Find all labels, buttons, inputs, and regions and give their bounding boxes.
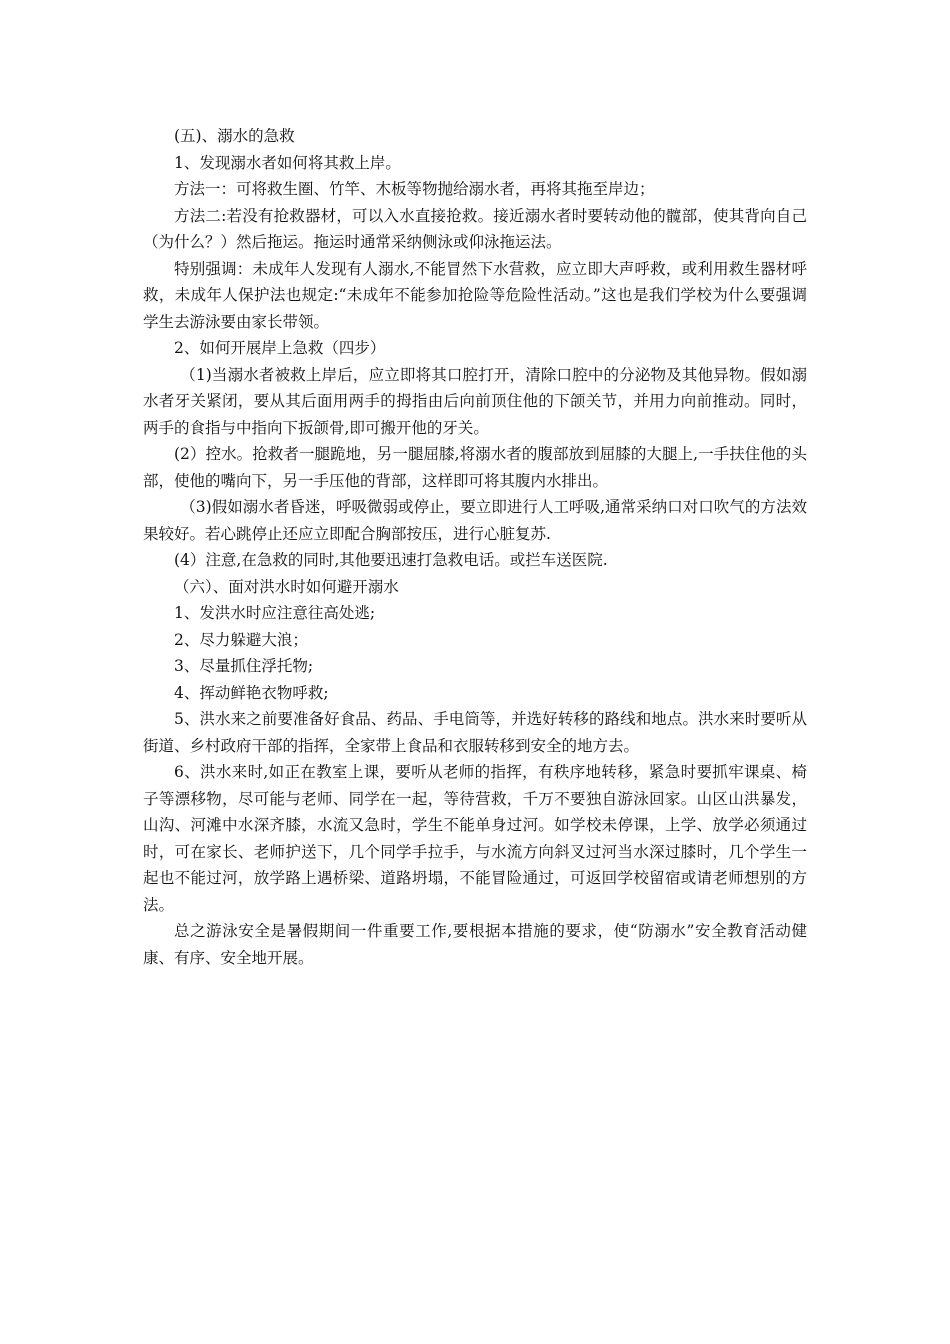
paragraph-special-emphasis: 特别强调：未成年人发现有人溺水,不能冒然下水营救，应立即大声呼救，或利用救生器材呼救，未成年人保护法也规定:“未成年不能参加抢险等危险性活动。”这也是我们学校为什么要强调学生去游泳要由家长带领。 [143,259,807,331]
paragraph-method-one: 方法一：可将救生圈、竹竿、木板等物抛给溺水者，再将其拖至岸边； [174,180,655,198]
list-item-flood-6: 6、洪水来时,如正在教室上课，要听从老师的指挥，有秩序地转移，紧急时要抓牢课桌、椅子等漂移物，尽可能与老师、同学在一起，等待营救，千万不要独自游泳回家。山区山洪暴发，山沟、河滩中水深齐膝，水流又急时，学生不能单身过河。如学校未停课，上学、放学必须通过时，可在家长、老师护送下，几个同学手拉手，与水流方向斜叉过河当水深过膝时，几个学生一起也不能过河，放学路上遇桥梁、道路坍塌，不能冒险通过，可返回学校留宿或请老师想别的方法。 [143,763,807,914]
paragraph-step-two: (2）控水。抢救者一腿跪地，另一腿屈膝,将溺水者的腹部放到屈膝的大腿上,一手扶住他的头部，使他的嘴向下，另一手压他的背部，这样即可将其腹内水排出。 [143,445,807,490]
paragraph-step-four: (4）注意,在急救的同时,其他要迅速打急救电话。或拦车送医院. [174,551,608,569]
list-item-flood-5: 5、洪水来之前要准备好食品、药品、手电筒等，并选好转移的路线和地点。洪水来时要听从街道、乡村政府干部的指挥，全家带上食品和衣服转移到安全的地方去。 [143,710,807,755]
paragraph-rescue-to-shore: 1、发现溺水者如何将其救上岸。 [174,153,401,172]
list-item-flood-4: 4、挥动鲜艳衣物呼救; [174,683,329,702]
list-item-flood-1: 1、发洪水时应注意往高处逃; [174,604,376,622]
paragraph-onshore-first-aid-heading: 2、如何开展岸上急救（四步） [174,339,386,357]
paragraph-method-two: 方法二:若没有抢救器材，可以入水直接抢救。接近溺水者时要转动他的髋部，使其背向自己（为什么？）然后拖运。拖运时通常采纳侧泳或仰泳拖运法。 [143,206,807,251]
section-heading-drowning-first-aid: (五)、溺水的急救 [174,127,295,145]
paragraph-conclusion: 总之游泳安全是暑假期间一件重要工作,要根据本措施的要求，使“防溺水”安全教育活动健康、有序、安全地开展。 [143,922,807,967]
list-item-flood-2: 2、尽力躲避大浪； [174,630,308,649]
document-body [143,123,807,971]
section-heading-flood-safety: （六）、面对洪水时如何避开溺水 [174,577,399,596]
paragraph-step-three: （3)假如溺水者昏迷，呼吸微弱或停止，要立即进行人工呼吸,通常采纳口对口吹气的方法效果较好。若心跳停止还应立即配合胸部按压，进行心脏复苏. [143,498,807,543]
paragraph-step-one: （1)当溺水者被救上岸后，应立即将其口腔打开，清除口腔中的分泌物及其他异物。假如溺水者牙关紧闭，要从其后面用两手的拇指由后向前顶住他的下颌关节，并用力向前推动。同时，两手的食指与中指向下扳颌骨,即可搬开他的牙关。 [143,365,807,437]
list-item-flood-3: 3、尽量抓住浮托物; [174,657,314,675]
